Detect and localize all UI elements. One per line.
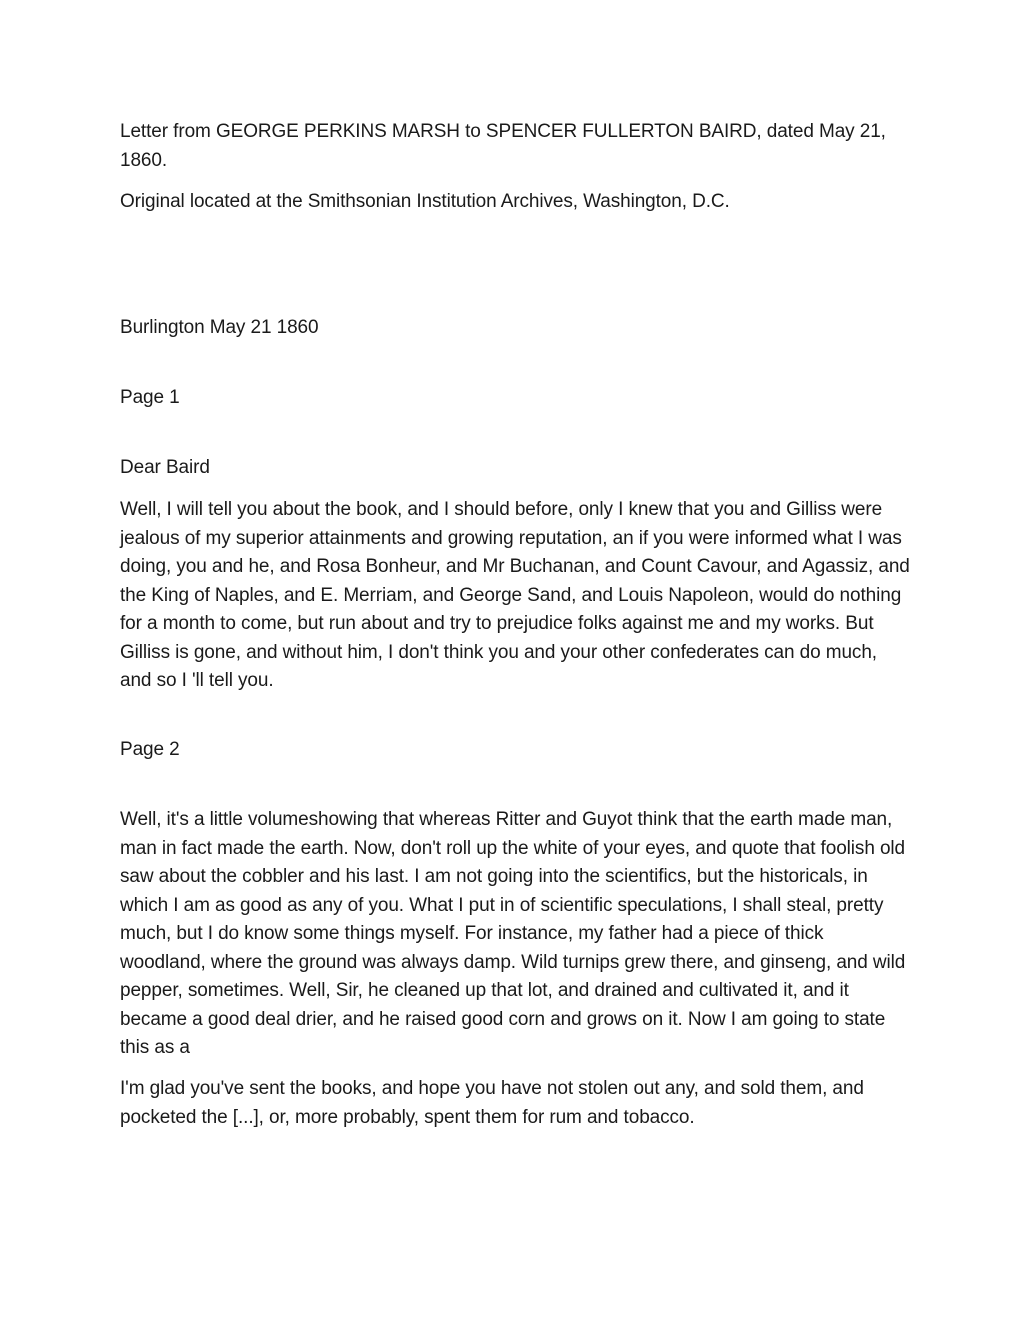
letter-paragraph-1: Well, I will tell you about the book, and I should before, only I knew that you and Gilliss were jealous of my superior attainments and growing reputation, an if you were informed what I was doing, you and he, and Rosa Bonheur, and Mr Buchanan, and Count Cavour, and Agassiz, and the King of Naples, and E. Merriam, and George Sand, and Louis Napoleon, would do nothing for a month to come, but run about and try to prejudice folks against me and my works. But Gilliss is gone, and without him, I don't think you and your other confederates can do much, and so I 'll tell you. — [120, 499, 910, 691]
letter-salutation: Dear Baird — [120, 457, 210, 478]
source-note: Original located at the Smithsonian Institution Archives, Washington, D.C. — [120, 191, 730, 212]
letter-place-date: Burlington May 21 1860 — [120, 317, 319, 338]
letter-paragraph-3: I'm glad you've sent the books, and hope you have not stolen out any, and sold them, and pocketed the [...], or, more probably, spent them for rum and tobacco. — [120, 1078, 864, 1128]
page-2-label: Page 2 — [120, 739, 180, 760]
letter-paragraph-2: Well, it's a little volumeshowing that whereas Ritter and Guyot think that the earth made man, man in fact made the earth. Now, don't roll up the white of your eyes, and quote that foolish old saw about the cobbler and his last. I am not going into the scientifics, but the historicals, in which I am as good as any of you. What I put in of scientific speculations, I shall steal, pretty much, but I do know some things myself. For instance, my father had a piece of thick woodland, where the ground was always damp. Wild turnips grew there, and ginseng, and wild pepper, sometimes. Well, Sir, he cleaned up that lot, and drained and cultivated it, and it became a good deal drier, and he raised good corn and grows on it. Now I am going to state this as a — [120, 809, 906, 1058]
page-1-label: Page 1 — [120, 387, 180, 408]
document-title: Letter from GEORGE PERKINS MARSH to SPENCER FULLERTON BAIRD, dated May 21, 1860. — [120, 121, 886, 171]
document-page — [120, 0, 910, 1325]
